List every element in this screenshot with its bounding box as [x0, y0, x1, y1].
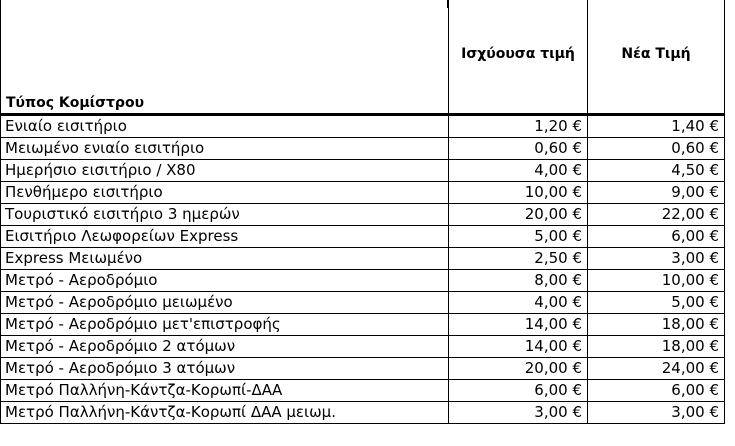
cell-new-price: 0,60 € — [588, 138, 725, 160]
table-row — [1, 270, 725, 292]
cell-new-price: 18,00 € — [588, 314, 725, 336]
cell-fare-type: Μετρό - Αεροδρόμιο 3 ατόμων — [1, 358, 449, 380]
cell-new-price: 6,00 € — [588, 380, 725, 402]
table-row — [1, 204, 725, 226]
cell-fare-type: Μετρό - Αεροδρόμιο μειωμένο — [1, 292, 449, 314]
cell-current-price: 3,00 € — [449, 402, 588, 424]
table-row — [1, 115, 725, 138]
cell-current-price: 8,00 € — [449, 270, 588, 292]
cell-new-price: 5,00 € — [588, 292, 725, 314]
cell-current-price: 14,00 € — [449, 314, 588, 336]
table-body — [1, 115, 725, 424]
cell-current-price: 4,00 € — [449, 292, 588, 314]
table-row — [1, 248, 725, 270]
table-row — [1, 182, 725, 204]
cell-current-price: 0,60 € — [449, 138, 588, 160]
cell-new-price: 1,40 € — [588, 115, 725, 138]
cell-fare-type: Μειωμένο ενιαίο εισιτήριο — [1, 138, 449, 160]
header-fare-type: Τύπος Κομίστρου — [1, 0, 449, 115]
cell-fare-type: Τουριστικό εισιτήριο 3 ημερών — [1, 204, 449, 226]
table-row — [1, 138, 725, 160]
table-row — [1, 160, 725, 182]
cell-current-price: 14,00 € — [449, 336, 588, 358]
cell-new-price: 18,00 € — [588, 336, 725, 358]
cell-new-price: 24,00 € — [588, 358, 725, 380]
table-row — [1, 380, 725, 402]
cell-fare-type: Πενθήμερο εισιτήριο — [1, 182, 449, 204]
cell-new-price: 9,00 € — [588, 182, 725, 204]
header-row — [1, 0, 725, 115]
table-row — [1, 402, 725, 424]
cell-current-price: 2,50 € — [449, 248, 588, 270]
cell-current-price: 20,00 € — [449, 204, 588, 226]
cell-fare-type: Μετρό Παλλήνη-Κάντζα-Κορωπί-ΔΑΑ — [1, 380, 449, 402]
cell-fare-type: Ημερήσιο εισιτήριο / Χ80 — [1, 160, 449, 182]
table-row — [1, 336, 725, 358]
cell-new-price: 10,00 € — [588, 270, 725, 292]
cell-fare-type: Μετρό - Αεροδρόμιο μετ'επιστροφής — [1, 314, 449, 336]
cell-new-price: 22,00 € — [588, 204, 725, 226]
header-current-price: Ισχύουσα τιμή — [449, 0, 588, 115]
table-row — [1, 226, 725, 248]
table-row — [1, 314, 725, 336]
cell-fare-type: Μετρό - Αεροδρόμιο 2 ατόμων — [1, 336, 449, 358]
cell-fare-type: Μετρό - Αεροδρόμιο — [1, 270, 449, 292]
cell-current-price: 4,00 € — [449, 160, 588, 182]
cell-fare-type: Express Μειωμένο — [1, 248, 449, 270]
cell-new-price: 3,00 € — [588, 402, 725, 424]
cell-current-price: 20,00 € — [449, 358, 588, 380]
cell-new-price: 4,50 € — [588, 160, 725, 182]
cell-fare-type: Μετρό Παλλήνη-Κάντζα-Κορωπί ΔΑΑ μειωμ. — [1, 402, 449, 424]
cell-fare-type: Εισιτήριο Λεωφορείων Express — [1, 226, 449, 248]
table-row — [1, 358, 725, 380]
header-new-price: Νέα Τιμή — [588, 0, 725, 115]
cell-new-price: 6,00 € — [588, 226, 725, 248]
cell-new-price: 3,00 € — [588, 248, 725, 270]
cell-current-price: 10,00 € — [449, 182, 588, 204]
table-row — [1, 292, 725, 314]
cell-current-price: 6,00 € — [449, 380, 588, 402]
cell-fare-type: Ενιαίο εισιτήριο — [1, 115, 449, 138]
cell-current-price: 5,00 € — [449, 226, 588, 248]
cell-current-price: 1,20 € — [449, 115, 588, 138]
